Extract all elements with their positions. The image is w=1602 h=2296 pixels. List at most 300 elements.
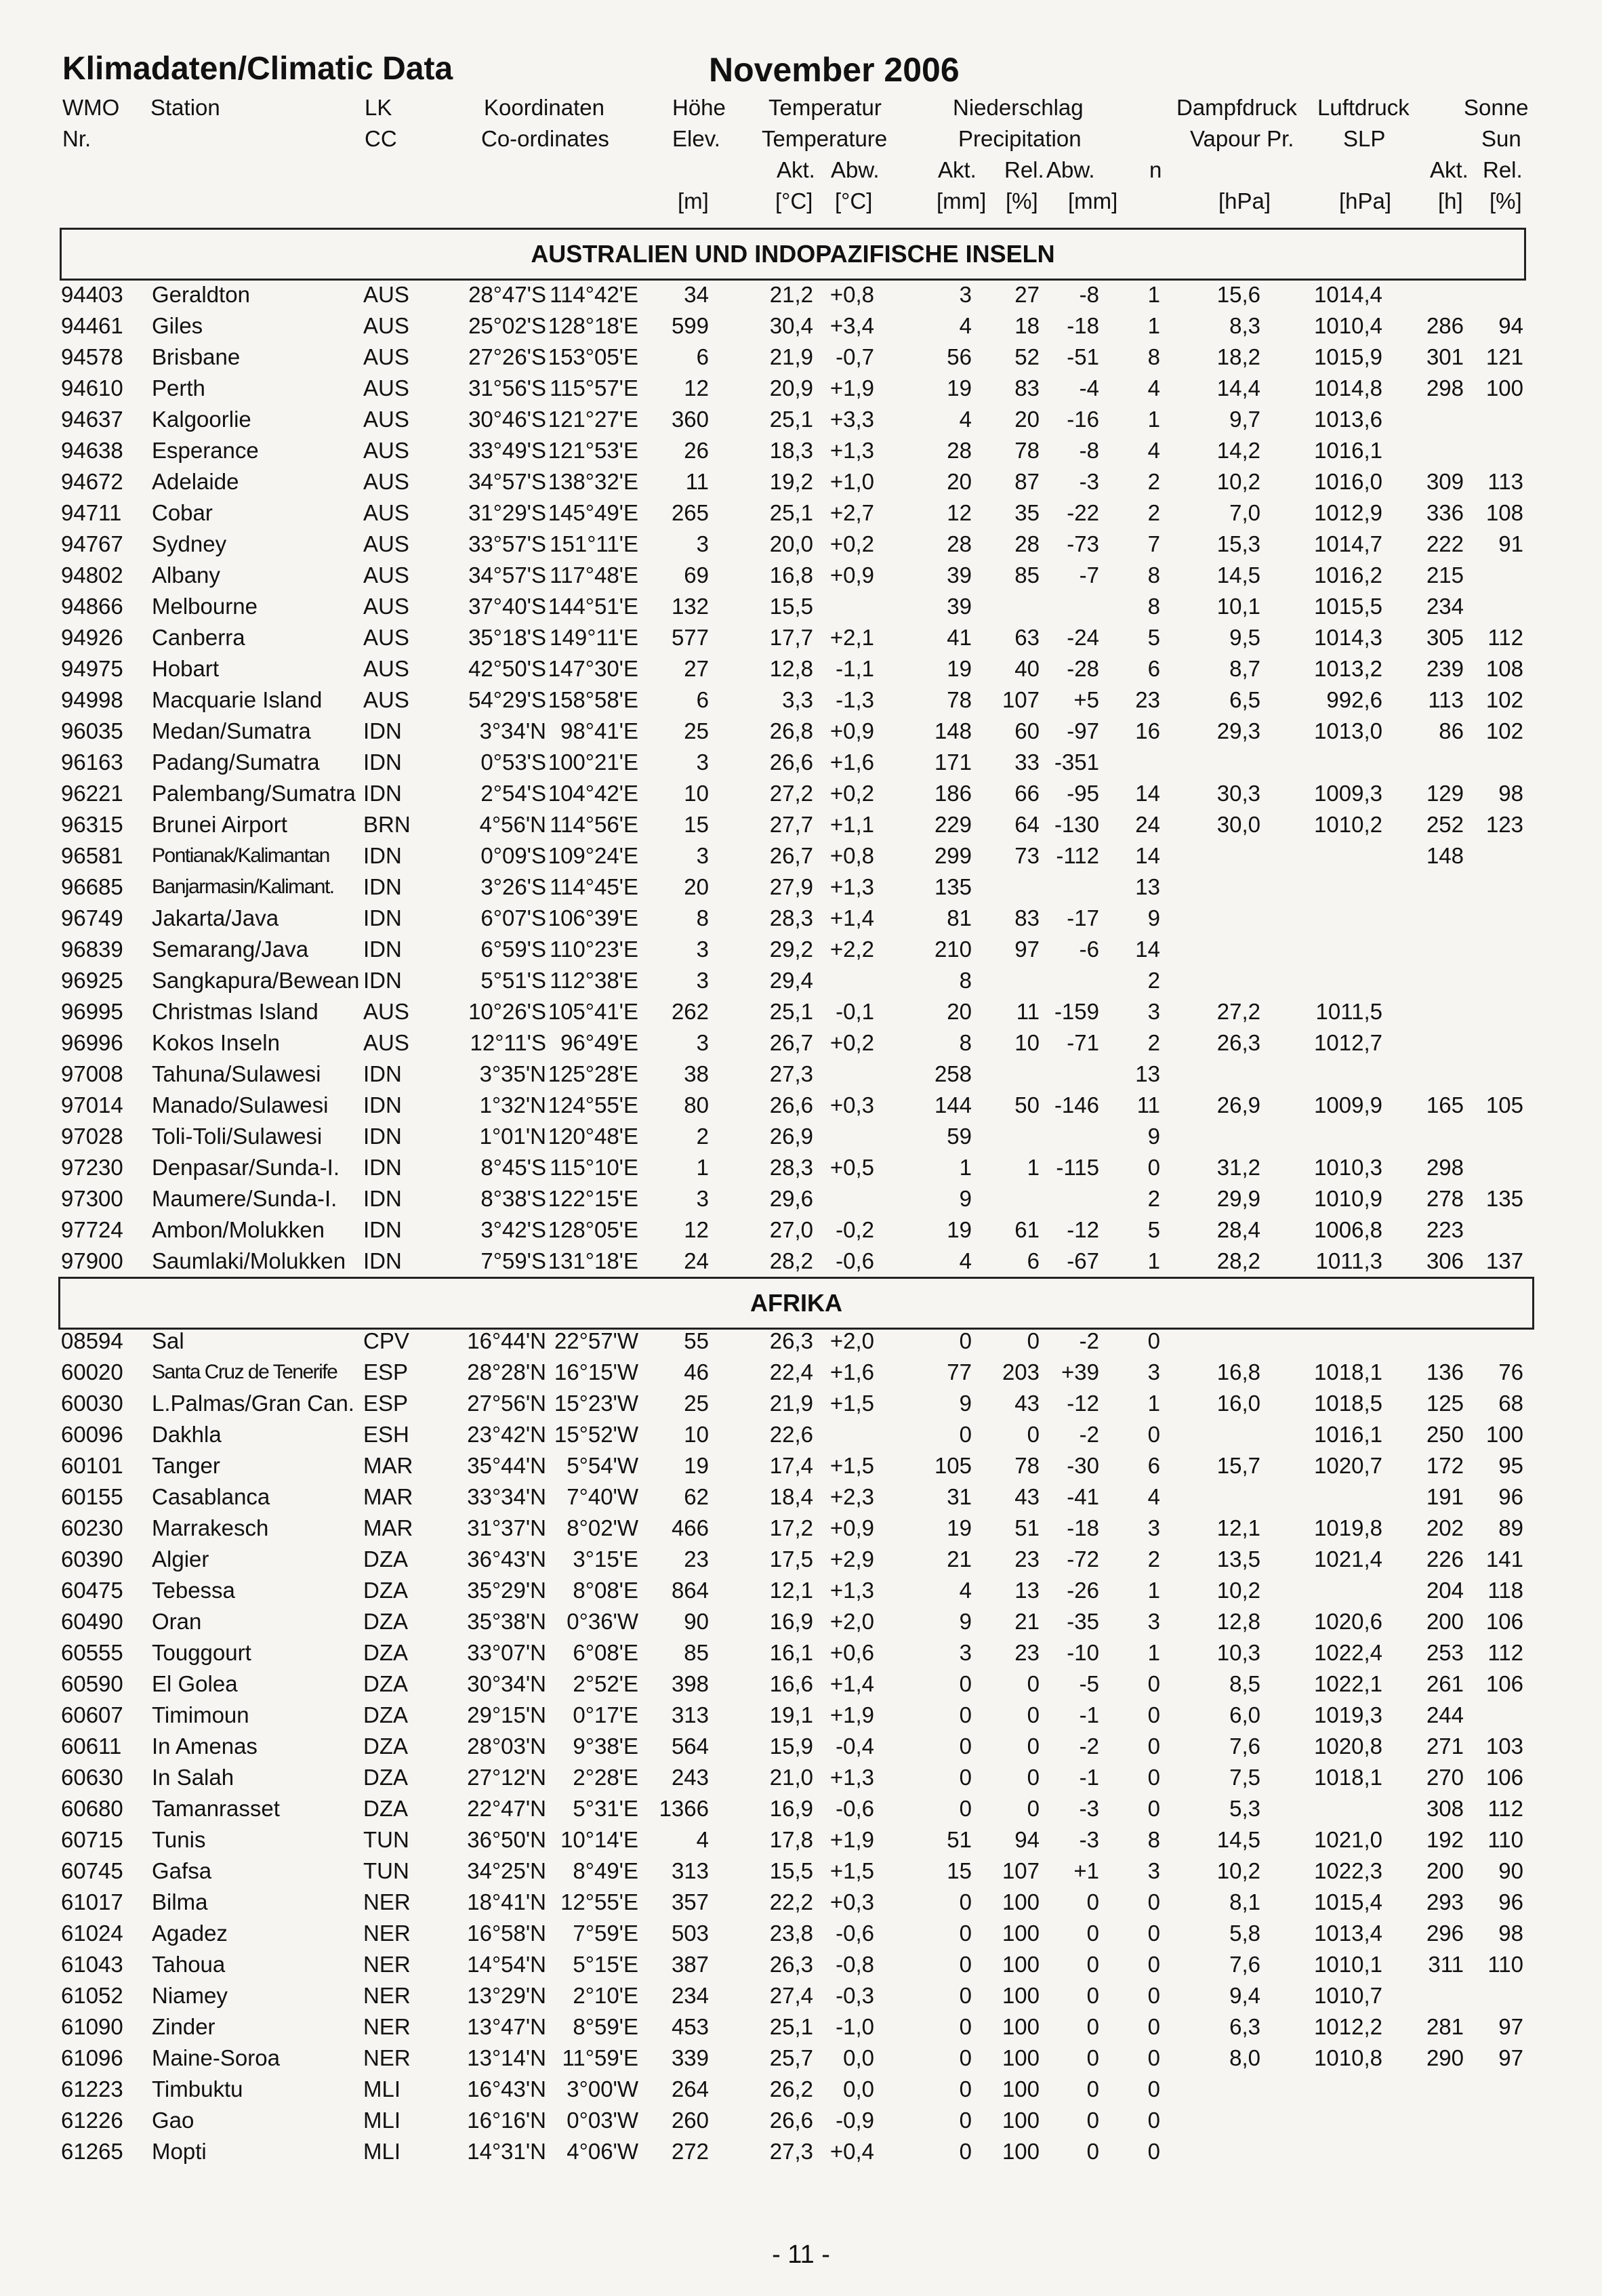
precip-relative: 100 xyxy=(1002,2076,1040,2102)
station-name: Kalgoorlie xyxy=(152,407,251,432)
sun-relative: 97 xyxy=(1498,2014,1523,2039)
table-row xyxy=(0,2105,1602,2136)
sea-level-pressure: 1012,2 xyxy=(1314,2014,1382,2039)
country-code: IDN xyxy=(363,1092,402,1118)
precip-deviation: -3 xyxy=(1079,1827,1099,1852)
country-code: DZA xyxy=(363,1609,408,1634)
vapour-pressure: 15,3 xyxy=(1216,531,1260,556)
longitude: 8°02'W xyxy=(567,1515,638,1540)
header-temp-2: Temperature xyxy=(762,126,888,151)
precip-deviation: -24 xyxy=(1067,625,1099,650)
vapour-pressure: 13,5 xyxy=(1216,1546,1260,1572)
station-name: Tahuna/Sulawesi xyxy=(152,1061,321,1086)
latitude: 0°09'S xyxy=(480,843,546,868)
header-coord-2: Co-ordinates xyxy=(481,126,609,151)
country-code: MAR xyxy=(363,1484,413,1509)
temp-deviation: +1,6 xyxy=(829,1359,874,1385)
country-code: AUS xyxy=(363,282,409,307)
header-lk: LK xyxy=(365,95,392,120)
sea-level-pressure: 1009,9 xyxy=(1314,1092,1382,1118)
temp-deviation: -0,7 xyxy=(836,344,874,369)
longitude: 5°15'E xyxy=(573,1952,638,1977)
precip-actual: 0 xyxy=(959,1328,972,1353)
precip-actual: 3 xyxy=(959,1640,972,1665)
country-code: TUN xyxy=(363,1858,409,1883)
table-row xyxy=(0,1388,1602,1419)
header-sun-unit-2: [%] xyxy=(1490,188,1522,213)
wmo-number: 97724 xyxy=(61,1217,123,1242)
header-wmo-2: Nr. xyxy=(62,126,91,151)
temp-actual: 29,4 xyxy=(769,968,813,993)
latitude: 13°29'N xyxy=(467,1983,546,2008)
wmo-number: 08594 xyxy=(61,1328,123,1353)
precip-days: 8 xyxy=(1147,344,1160,369)
temp-deviation: +0,2 xyxy=(829,531,874,556)
sun-relative: 103 xyxy=(1485,1734,1523,1759)
precip-days: 0 xyxy=(1147,2076,1160,2102)
longitude: 5°54'W xyxy=(567,1453,638,1478)
vapour-pressure: 12,8 xyxy=(1216,1609,1260,1634)
precip-relative: 23 xyxy=(1014,1640,1040,1665)
station-name: Sydney xyxy=(152,531,227,556)
temp-deviation: +1,4 xyxy=(829,905,874,930)
precip-days: 0 xyxy=(1147,1952,1160,1977)
temp-actual: 21,0 xyxy=(769,1765,813,1790)
station-name: Gafsa xyxy=(152,1858,212,1883)
longitude: 15°23'W xyxy=(554,1391,638,1416)
latitude: 23°42'N xyxy=(467,1422,546,1447)
sun-relative: 98 xyxy=(1498,1921,1523,1946)
table-row xyxy=(0,1544,1602,1575)
sea-level-pressure: 1010,2 xyxy=(1314,812,1382,837)
table-row xyxy=(0,1090,1602,1121)
station-name: Cobar xyxy=(152,500,213,525)
wmo-number: 94637 xyxy=(61,407,123,432)
vapour-pressure: 15,7 xyxy=(1216,1453,1260,1478)
sun-relative: 106 xyxy=(1485,1671,1523,1696)
elevation: 339 xyxy=(671,2045,709,2070)
country-code: ESP xyxy=(363,1359,409,1385)
vapour-pressure: 8,3 xyxy=(1229,313,1260,338)
wmo-number: 60155 xyxy=(61,1484,123,1509)
temp-actual: 17,4 xyxy=(769,1453,813,1478)
table-row xyxy=(0,435,1602,466)
wmo-number: 96035 xyxy=(61,718,123,743)
longitude: 7°59'E xyxy=(573,1921,638,1946)
sun-hours: 286 xyxy=(1426,313,1464,338)
table-row xyxy=(0,279,1602,310)
precip-actual: 229 xyxy=(934,812,972,837)
longitude: 121°53'E xyxy=(548,438,638,463)
temp-actual: 12,1 xyxy=(769,1578,813,1603)
elevation: 10 xyxy=(684,781,709,806)
precip-relative: 1 xyxy=(1027,1155,1040,1180)
sun-relative: 112 xyxy=(1487,1640,1523,1665)
temp-actual: 27,3 xyxy=(769,2139,813,2164)
table-row xyxy=(0,1668,1602,1700)
elevation: 25 xyxy=(684,718,709,743)
temp-actual: 28,2 xyxy=(769,1248,813,1273)
table-row xyxy=(0,373,1602,404)
temp-actual: 16,8 xyxy=(769,562,813,588)
elevation: 62 xyxy=(684,1484,709,1509)
vapour-pressure: 26,9 xyxy=(1216,1092,1260,1118)
table-row xyxy=(0,1637,1602,1668)
table-row xyxy=(0,2074,1602,2105)
latitude: 3°34'N xyxy=(479,718,546,743)
elevation: 8 xyxy=(696,905,709,930)
wmo-number: 96221 xyxy=(61,781,123,806)
table-row xyxy=(0,716,1602,747)
header-slp: Luftdruck xyxy=(1317,95,1410,120)
sun-relative: 121 xyxy=(1485,344,1523,369)
latitude: 33°57'S xyxy=(468,531,546,556)
precip-actual: 9 xyxy=(959,1609,972,1634)
station-name: Jakarta/Java xyxy=(152,905,279,930)
precip-relative: 94 xyxy=(1014,1827,1040,1852)
longitude: 3°00'W xyxy=(567,2076,638,2102)
precip-days: 13 xyxy=(1135,874,1160,899)
station-name: Niamey xyxy=(152,1983,228,2008)
temp-deviation: -0,6 xyxy=(836,1921,874,1946)
table-row xyxy=(0,1887,1602,1918)
country-code: AUS xyxy=(363,656,409,681)
precip-days: 0 xyxy=(1147,1671,1160,1696)
sea-level-pressure: 1018,1 xyxy=(1314,1359,1382,1385)
precip-deviation: +39 xyxy=(1061,1359,1099,1385)
temp-deviation: +2,1 xyxy=(829,625,874,650)
precip-deviation: -112 xyxy=(1056,843,1099,868)
temp-deviation: +1,3 xyxy=(829,874,874,899)
precip-actual: 78 xyxy=(947,687,972,712)
wmo-number: 61024 xyxy=(61,1921,123,1946)
elevation: 243 xyxy=(671,1765,709,1790)
header-precip-unit-1: [mm] xyxy=(937,188,987,213)
precip-relative: 63 xyxy=(1014,625,1040,650)
header-slp-2: SLP xyxy=(1343,126,1386,151)
table-row xyxy=(0,1700,1602,1731)
precip-relative: 100 xyxy=(1002,2108,1040,2133)
table-row xyxy=(0,1980,1602,2011)
longitude: 147°30'E xyxy=(548,656,638,681)
precip-actual: 20 xyxy=(947,999,972,1024)
precip-deviation: -1 xyxy=(1079,1702,1099,1727)
header-sun-rel: Rel. xyxy=(1483,157,1523,182)
temp-actual: 16,9 xyxy=(769,1796,813,1821)
precip-actual: 105 xyxy=(934,1453,972,1478)
sun-hours: 261 xyxy=(1426,1671,1464,1696)
longitude: 121°27'E xyxy=(548,407,638,432)
station-name: Adelaide xyxy=(152,469,239,494)
table-row xyxy=(0,622,1602,653)
header-elev: Höhe xyxy=(672,95,726,120)
longitude: 149°11'E xyxy=(550,625,638,650)
temp-deviation: +0,3 xyxy=(829,1889,874,1914)
elevation: 19 xyxy=(684,1453,709,1478)
temp-actual: 15,5 xyxy=(769,594,813,619)
precip-actual: 8 xyxy=(959,1030,972,1055)
precip-deviation: -35 xyxy=(1067,1609,1099,1634)
vapour-pressure: 30,3 xyxy=(1216,781,1260,806)
wmo-number: 61223 xyxy=(61,2076,123,2102)
precip-deviation: 0 xyxy=(1086,2139,1099,2164)
temp-deviation: -0,4 xyxy=(836,1734,874,1759)
precip-relative: 18 xyxy=(1014,313,1040,338)
station-name: Maumere/Sunda-I. xyxy=(152,1186,337,1211)
table-row xyxy=(0,1027,1602,1059)
precip-relative: 100 xyxy=(1002,1921,1040,1946)
latitude: 25°02'S xyxy=(468,313,546,338)
precip-relative: 6 xyxy=(1027,1248,1040,1273)
elevation: 234 xyxy=(671,1983,709,2008)
country-code: MLI xyxy=(363,2108,401,2133)
precip-deviation: -10 xyxy=(1067,1640,1099,1665)
precip-actual: 0 xyxy=(959,1952,972,1977)
elevation: 3 xyxy=(696,750,709,775)
precip-actual: 0 xyxy=(959,1765,972,1790)
precip-relative: 33 xyxy=(1014,750,1040,775)
table-row xyxy=(0,1513,1602,1544)
vapour-pressure: 10,1 xyxy=(1216,594,1260,619)
precip-days: 2 xyxy=(1147,1546,1160,1572)
wmo-number: 60020 xyxy=(61,1359,123,1385)
temp-actual: 27,2 xyxy=(769,781,813,806)
table-row xyxy=(0,1793,1602,1824)
sun-hours: 86 xyxy=(1439,718,1464,743)
wmo-number: 96995 xyxy=(61,999,123,1024)
temp-actual: 26,7 xyxy=(769,1030,813,1055)
precip-relative: 28 xyxy=(1014,531,1040,556)
latitude: 14°54'N xyxy=(467,1952,546,1977)
elevation: 453 xyxy=(671,2014,709,2039)
station-name: Banjarmasin/Kalimant. xyxy=(152,876,334,898)
wmo-number: 60390 xyxy=(61,1546,123,1572)
precip-actual: 56 xyxy=(947,344,972,369)
temp-deviation: +1,9 xyxy=(829,1827,874,1852)
elevation: 466 xyxy=(671,1515,709,1540)
elevation: 503 xyxy=(671,1921,709,1946)
sea-level-pressure: 1012,9 xyxy=(1314,500,1382,525)
table-row xyxy=(0,747,1602,778)
section-title-australia: AUSTRALIEN UND INDOPAZIFISCHE INSELN xyxy=(60,228,1526,281)
longitude: 15°52'W xyxy=(554,1422,638,1447)
latitude: 33°07'N xyxy=(467,1640,546,1665)
precip-deviation: -26 xyxy=(1067,1578,1099,1603)
latitude: 2°54'S xyxy=(480,781,546,806)
vapour-pressure: 6,5 xyxy=(1229,687,1260,712)
precip-deviation: -97 xyxy=(1067,718,1099,743)
vapour-pressure: 29,3 xyxy=(1216,718,1260,743)
sun-hours: 200 xyxy=(1426,1609,1464,1634)
temp-actual: 22,2 xyxy=(769,1889,813,1914)
precip-relative: 43 xyxy=(1014,1484,1040,1509)
wmo-number: 60096 xyxy=(61,1422,123,1447)
station-name: Geraldton xyxy=(152,282,250,307)
sun-relative: 90 xyxy=(1498,1858,1523,1883)
precip-days: 5 xyxy=(1147,625,1160,650)
sea-level-pressure: 992,6 xyxy=(1326,687,1382,712)
precip-actual: 19 xyxy=(947,1217,972,1242)
header-precip-unit-3: [mm] xyxy=(1068,188,1118,213)
precip-deviation: 0 xyxy=(1086,2045,1099,2070)
station-name: Agadez xyxy=(152,1921,228,1946)
vapour-pressure: 7,6 xyxy=(1229,1952,1260,1977)
precip-deviation: +5 xyxy=(1073,687,1099,712)
wmo-number: 60630 xyxy=(61,1765,123,1790)
precip-deviation: -159 xyxy=(1054,999,1099,1024)
wmo-number: 96685 xyxy=(61,874,123,899)
country-code: AUS xyxy=(363,594,409,619)
precip-deviation: +1 xyxy=(1073,1858,1099,1883)
elevation: 3 xyxy=(696,1186,709,1211)
precip-relative: 100 xyxy=(1002,2014,1040,2039)
header-sun: Sonne xyxy=(1464,95,1529,120)
precip-days: 14 xyxy=(1135,781,1160,806)
table-row xyxy=(0,996,1602,1027)
precip-deviation: -28 xyxy=(1067,656,1099,681)
vapour-pressure: 28,4 xyxy=(1216,1217,1260,1242)
temp-actual: 17,7 xyxy=(769,625,813,650)
latitude: 42°50'S xyxy=(468,656,546,681)
sea-level-pressure: 1020,8 xyxy=(1314,1734,1382,1759)
precip-deviation: -2 xyxy=(1079,1328,1099,1353)
precip-actual: 59 xyxy=(947,1124,972,1149)
vapour-pressure: 14,5 xyxy=(1216,1827,1260,1852)
precip-days: 2 xyxy=(1147,500,1160,525)
wmo-number: 61265 xyxy=(61,2139,123,2164)
precip-relative: 97 xyxy=(1014,937,1040,962)
sun-hours: 253 xyxy=(1426,1640,1464,1665)
country-code: DZA xyxy=(363,1671,408,1696)
sun-hours: 215 xyxy=(1426,562,1464,588)
station-name: Tahoua xyxy=(152,1952,226,1977)
country-code: IDN xyxy=(363,718,402,743)
precip-actual: 9 xyxy=(959,1391,972,1416)
temp-actual: 26,3 xyxy=(769,1328,813,1353)
temp-actual: 29,2 xyxy=(769,937,813,962)
sun-relative: 94 xyxy=(1498,313,1523,338)
temp-deviation: +0,9 xyxy=(829,718,874,743)
temp-actual: 16,9 xyxy=(769,1609,813,1634)
precip-deviation: -1 xyxy=(1079,1765,1099,1790)
elevation: 864 xyxy=(671,1578,709,1603)
temp-actual: 26,7 xyxy=(769,843,813,868)
longitude: 9°38'E xyxy=(573,1734,638,1759)
sun-hours: 125 xyxy=(1426,1391,1464,1416)
vapour-pressure: 14,5 xyxy=(1216,562,1260,588)
table-row xyxy=(0,840,1602,872)
temp-actual: 27,9 xyxy=(769,874,813,899)
sun-relative: 91 xyxy=(1498,531,1523,556)
sun-hours: 244 xyxy=(1426,1702,1464,1727)
precip-deviation: 0 xyxy=(1086,1889,1099,1914)
elevation: 90 xyxy=(684,1609,709,1634)
elevation: 1 xyxy=(696,1155,709,1180)
temp-actual: 27,7 xyxy=(769,812,813,837)
longitude: 115°10'E xyxy=(550,1155,638,1180)
sun-relative: 123 xyxy=(1485,812,1523,837)
temp-actual: 20,0 xyxy=(769,531,813,556)
latitude: 16°44'N xyxy=(467,1328,546,1353)
sun-relative: 135 xyxy=(1485,1186,1523,1211)
wmo-number: 60611 xyxy=(61,1734,122,1759)
table-row xyxy=(0,1575,1602,1606)
wmo-number: 97230 xyxy=(61,1155,123,1180)
elevation: 38 xyxy=(684,1061,709,1086)
sun-relative: 110 xyxy=(1487,1952,1523,1977)
precip-deviation: -95 xyxy=(1067,781,1099,806)
station-name: Santa Cruz de Tenerife xyxy=(152,1361,337,1383)
sun-hours: 136 xyxy=(1426,1359,1464,1385)
sun-hours: 234 xyxy=(1426,594,1464,619)
precip-deviation: -130 xyxy=(1054,812,1099,837)
station-name: Padang/Sumatra xyxy=(152,750,320,775)
precip-days: 0 xyxy=(1147,1734,1160,1759)
precip-relative: 87 xyxy=(1014,469,1040,494)
table-row xyxy=(0,653,1602,684)
station-name: Esperance xyxy=(152,438,259,463)
precip-relative: 85 xyxy=(1014,562,1040,588)
latitude: 3°26'S xyxy=(480,874,546,899)
sea-level-pressure: 1016,1 xyxy=(1314,1422,1382,1447)
latitude: 6°07'S xyxy=(480,905,546,930)
sea-level-pressure: 1010,9 xyxy=(1314,1186,1382,1211)
longitude: 138°32'E xyxy=(548,469,638,494)
wmo-number: 60680 xyxy=(61,1796,123,1821)
station-name: Maine-Soroa xyxy=(152,2045,280,2070)
country-code: AUS xyxy=(363,531,409,556)
vapour-pressure: 6,3 xyxy=(1229,2014,1260,2039)
longitude: 112°38'E xyxy=(550,968,638,993)
station-name: In Salah xyxy=(152,1765,234,1790)
station-name: Zinder xyxy=(152,2014,215,2039)
station-name: Macquarie Island xyxy=(152,687,323,712)
vapour-pressure: 9,4 xyxy=(1229,1983,1260,2008)
temp-actual: 12,8 xyxy=(769,656,813,681)
precip-actual: 4 xyxy=(959,1578,972,1603)
precip-actual: 0 xyxy=(959,1983,972,2008)
wmo-number: 61052 xyxy=(61,1983,123,2008)
temp-actual: 26,8 xyxy=(769,718,813,743)
precip-actual: 0 xyxy=(959,1889,972,1914)
country-code: IDN xyxy=(363,937,402,962)
longitude: 4°06'W xyxy=(567,2139,638,2164)
vapour-pressure: 10,2 xyxy=(1216,469,1260,494)
header-cc: CC xyxy=(365,126,397,151)
precip-days: 2 xyxy=(1147,968,1160,993)
wmo-number: 96996 xyxy=(61,1030,123,1055)
sun-hours: 293 xyxy=(1426,1889,1464,1914)
precip-days: 4 xyxy=(1147,375,1160,401)
temp-actual: 27,4 xyxy=(769,1983,813,2008)
sun-relative: 96 xyxy=(1498,1889,1523,1914)
wmo-number: 60230 xyxy=(61,1515,123,1540)
sea-level-pressure: 1009,3 xyxy=(1314,781,1382,806)
precip-actual: 20 xyxy=(947,469,972,494)
precip-deviation: -18 xyxy=(1067,1515,1099,1540)
wmo-number: 60715 xyxy=(61,1827,123,1852)
sun-relative: 89 xyxy=(1498,1515,1523,1540)
station-name: Palembang/Sumatra xyxy=(152,781,356,806)
sea-level-pressure: 1013,0 xyxy=(1314,718,1382,743)
precip-relative: 20 xyxy=(1014,407,1040,432)
longitude: 7°40'W xyxy=(567,1484,638,1509)
precip-actual: 39 xyxy=(947,594,972,619)
temp-deviation: +1,4 xyxy=(829,1671,874,1696)
wmo-number: 96163 xyxy=(61,750,123,775)
temp-actual: 26,3 xyxy=(769,1952,813,1977)
precip-days: 0 xyxy=(1147,1889,1160,1914)
